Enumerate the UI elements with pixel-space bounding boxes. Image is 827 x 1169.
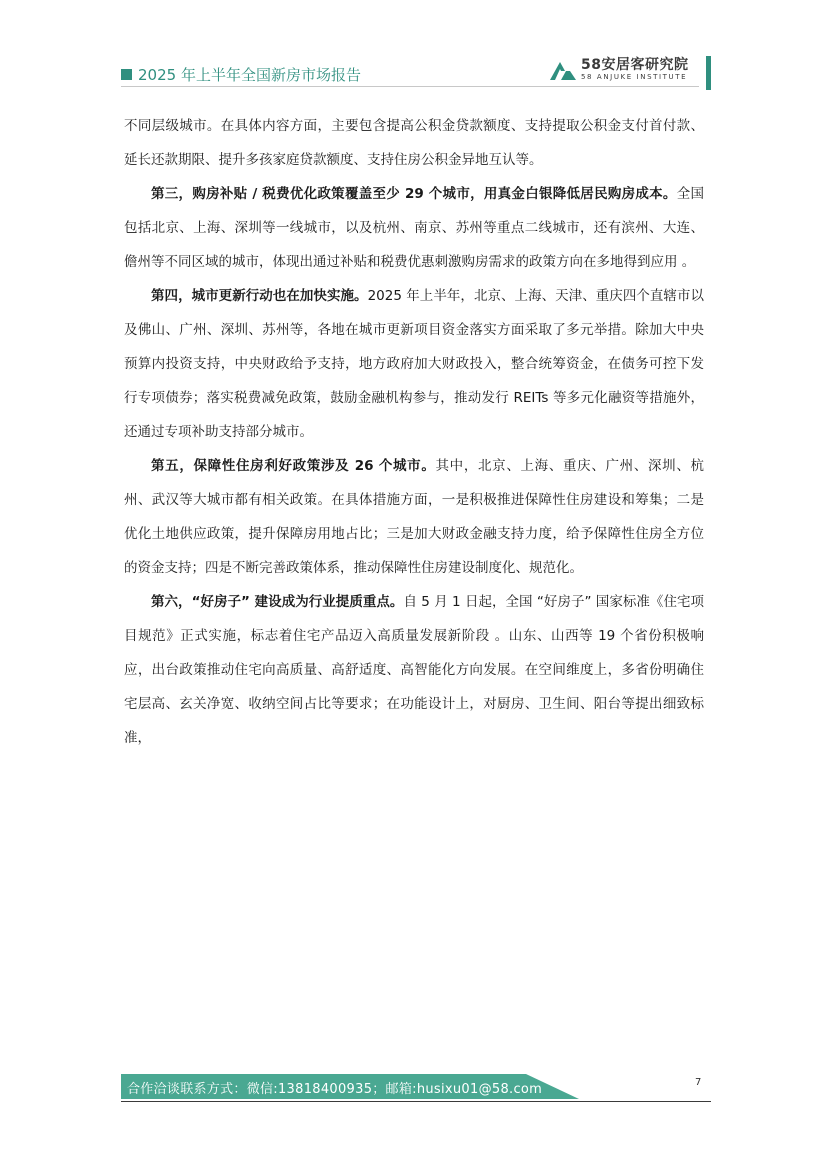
paragraph-text: 其中，北京、上海、重庆、广州、深圳、杭州、武汉等大城市都有相关政策。在具体措施方面，一是积极推进保障性住房建设和筹集；二是优化土地供应政策，提升保障房用地占比；三是加大财政金融支持力度，给予保障性住房全方位的资金支持；四是不断完善政策体系，推动保障性住房建设制度化、规范化。 [124,458,705,576]
paragraph-heading: 第四，城市更新行动也在加快实施。 [151,288,368,304]
report-title [121,64,361,85]
page-header [121,56,711,90]
logo-english-name: 58 ANJUKE INSTITUTE [581,73,688,81]
report-title-text: 2025 年上半年全国新房市场报告 [138,66,361,84]
paragraph-housing-fund-continued: 不同层级城市。在具体内容方面，主要包含提高公积金贷款额度、支持提取公积金支付首付款、延长还款期限、提升多孩家庭贷款额度、支持住房公积金异地互认等。 [124,118,704,168]
square-bullet-icon [121,69,132,80]
paragraph-text: 2025 年上半年，北京、上海、天津、重庆四个直辖市以及佛山、广州、深圳、苏州等，各地在城市更新项目资金落实方面采取了多元举措。除加大中央预算内投资支持，中央财政给予支持，地方政府加大财政投入，整合统筹资金，在债务可控下发行专项债券；落实税费减免政策，鼓励金融机构参与，推动发行 REITs 等多元化融资等措施外，还通过专项补助支持部分城市。 [124,288,705,440]
document-body [124,109,704,755]
footer-divider [121,1101,711,1102]
anjuke-logo-icon [548,58,578,82]
paragraph-good-housing [124,585,704,755]
header-accent-bar [706,56,711,90]
paragraph-urban-renewal [124,279,704,449]
paragraph-affordable-housing [124,449,704,585]
institute-logo [548,58,688,82]
header-divider [121,86,699,87]
paragraph-heading: 第六，“好房子” 建设成为行业提质重点。 [151,594,404,610]
logo-chinese-name: 58安居客研究院 [581,57,689,73]
paragraph-heading: 第三，购房补贴 / 税费优化政策覆盖至少 29 个城市，用真金白银降低居民购房成本。 [151,186,677,202]
page-number: 7 [695,1077,702,1088]
paragraph-text: 自 5 月 1 日起，全国 “好房子” 国家标准《住宅项目规范》正式实施，标志着住宅产品迈入高质量发展新阶段 。山东、山西等 19 个省份积极响应，出台政策推动住宅向高质量、高舒适度、高智能化方向发展。在空间维度上，多省份明确住宅层高、玄关净宽、收纳空间占比等要求；在功能设计上，对厨房、卫生间、阳台等提出细致标准， [124,594,704,746]
page-footer [121,1067,711,1107]
paragraph-purchase-subsidy [124,177,704,279]
paragraph-text: 全国包括北京、上海、深圳等一线城市，以及杭州、南京、苏州等重点二线城市，还有滨州、大连、儋州等不同区域的城市，体现出通过补贴和税费优惠刺激购房需求的政策方向在多地得到应用 。 [124,186,704,270]
paragraph-heading: 第五，保障性住房利好政策涉及 26 个城市。 [151,458,436,474]
contact-info: 合作洽谈联系方式：微信:13818400935；邮箱:husixu01@58.com [127,1082,543,1097]
